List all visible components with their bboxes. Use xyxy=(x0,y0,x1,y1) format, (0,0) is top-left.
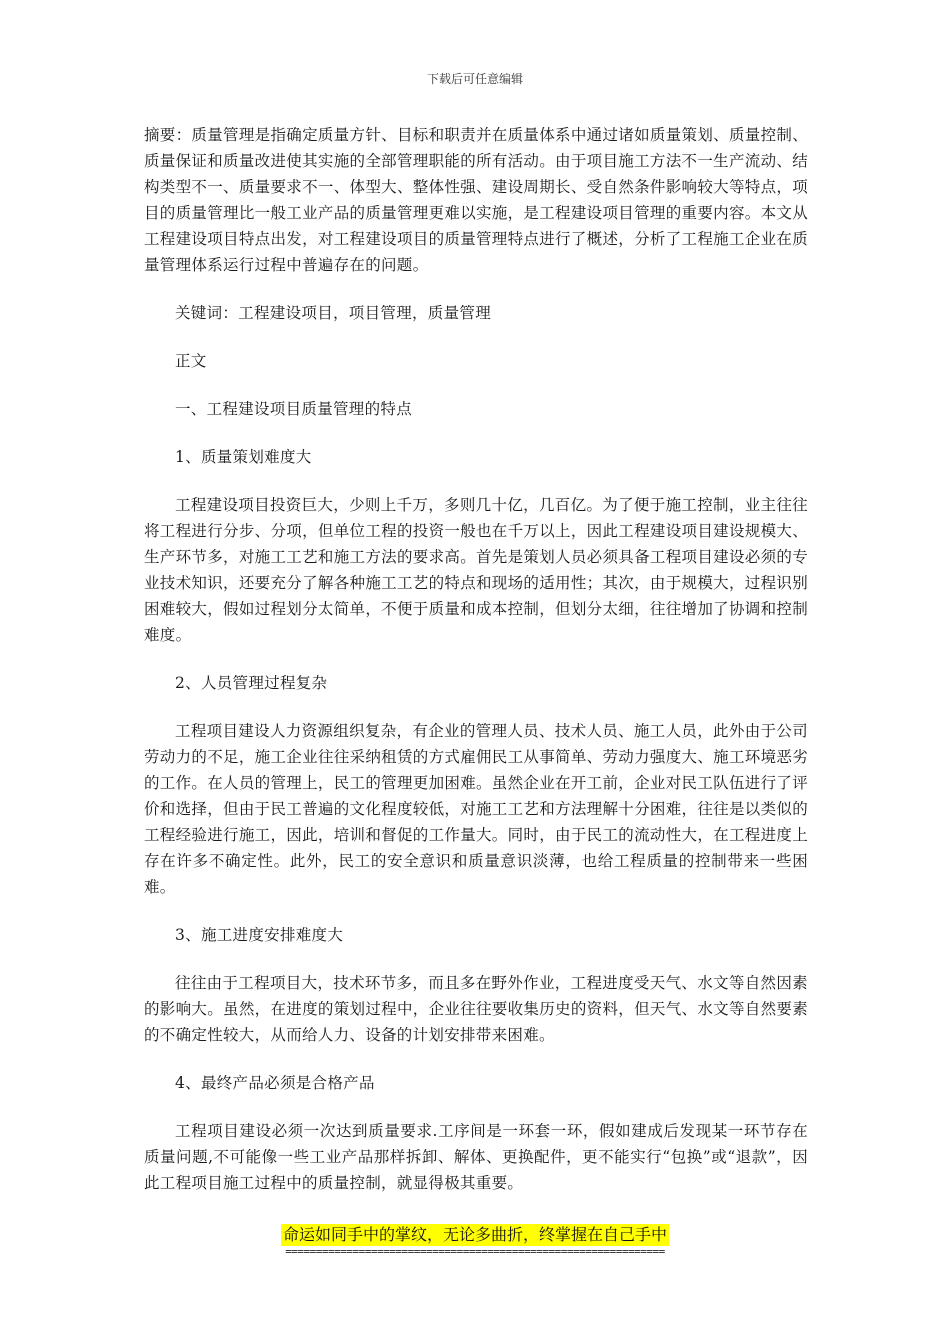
subsection-3-title: 3、施工进度安排难度大 xyxy=(175,926,344,944)
abstract-paragraph: 摘要：质量管理是指确定质量方针、目标和职责并在质量体系中通过诸如质量策划、质量控制、质量保证和质量改进使其实施的全部管理职能的所有活动。由于项目施工方法不一生产流动、结构类型不一、质量要求不一、体型大、整体性强、建设周期长、受自然条件影响较大等特点，项目的质量管理比一般工业产品的质量管理更难以实施，是工程建设项目管理的重要内容。本文从工程建设项目特点出发，对工程建设项目的质量管理特点进行了概述，分析了工程施工企业在质量管理体系运行过程中普遍存在的问题。 xyxy=(144,126,808,274)
document-body xyxy=(144,122,808,1218)
separator-rule: ============================================================== xyxy=(285,1245,665,1258)
subsection-1-title: 1、质量策划难度大 xyxy=(175,448,312,466)
subsection-4-text: 工程项目建设必须一次达到质量要求.工序间是一环套一环，假如建成后发现某一环节存在质量问题,不可能像一些工业产品那样拆卸、解体、更换配件，更不能实行“包换”或“退款”，因此工程项目施工过程中的质量控制，就显得极其重要。 xyxy=(144,1122,808,1192)
subsection-1-text: 工程建设项目投资巨大，少则上千万，多则几十亿，几百亿。为了便于施工控制，业主往往将工程进行分步、分项，但单位工程的投资一般也在千万以上，因此工程建设项目建设规模大、生产环节多，对施工工艺和施工方法的要求高。首先是策划人员必须具备工程项目建设必须的专业技术知识，还要充分了解各种施工工艺的特点和现场的适用性；其次，由于规模大，过程识别困难较大，假如过程划分太简单，不便于质量和成本控制，但划分太细，往往增加了协调和控制难度。 xyxy=(144,496,808,644)
download-note: 下载后可任意编辑 xyxy=(426,72,523,86)
page-footer xyxy=(0,1224,950,1258)
subsection-2-title: 2、人员管理过程复杂 xyxy=(175,674,328,692)
keywords-line: 关键词：工程建设项目，项目管理，质量管理 xyxy=(175,304,492,322)
section-1-title: 一、工程建设项目质量管理的特点 xyxy=(175,400,413,418)
body-label: 正文 xyxy=(175,352,207,370)
subsection-4-title: 4、最终产品必须是合格产品 xyxy=(175,1074,375,1092)
highlighted-motto: 命运如同手中的掌纹，无论多曲折，终掌握在自己手中 xyxy=(282,1225,667,1244)
subsection-3-text: 往往由于工程项目大，技术环节多，而且多在野外作业，工程进度受天气、水文等自然因素的影响大。虽然，在进度的策划过程中，企业往往要收集历史的资料，但天气、水文等自然要素的不确定性较大，从而给人力、设备的计划安排带来困难。 xyxy=(144,974,808,1044)
subsection-2-text: 工程项目建设人力资源组织复杂，有企业的管理人员、技术人员、施工人员，此外由于公司劳动力的不足，施工企业往往采纳租赁的方式雇佣民工从事简单、劳动力强度大、施工环境恶劣的工作。在人员的管理上，民工的管理更加困难。虽然企业在开工前，企业对民工队伍进行了评价和选择，但由于民工普遍的文化程度较低，对施工工艺和方法理解十分困难，往往是以类似的工程经验进行施工，因此，培训和督促的工作量大。同时，由于民工的流动性大，在工程进度上存在许多不确定性。此外，民工的安全意识和质量意识淡薄，也给工程质量的控制带来一些困难。 xyxy=(144,722,808,896)
